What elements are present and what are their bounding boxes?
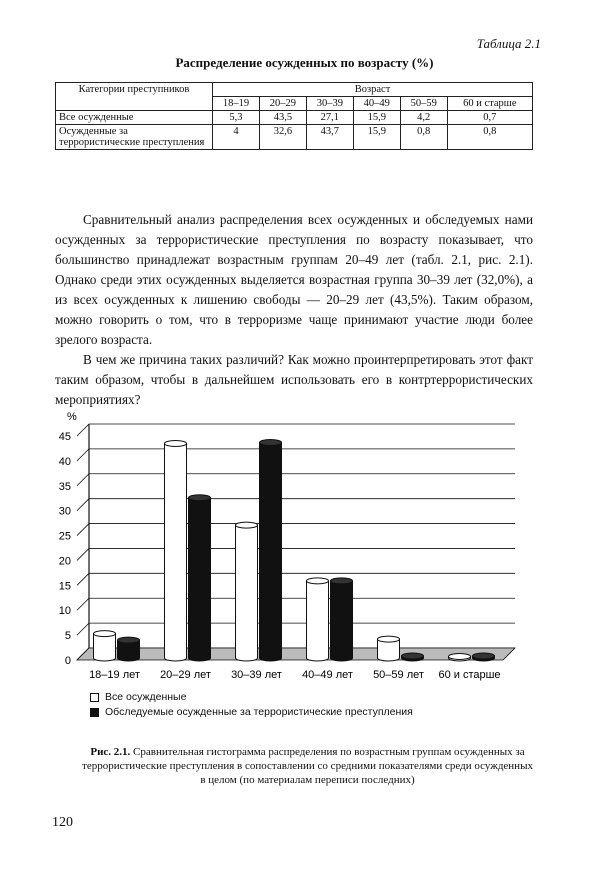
gridline [77, 623, 515, 635]
bar-top [236, 522, 258, 528]
chart-bar [473, 653, 495, 661]
bar-body [331, 581, 353, 661]
bar-top [473, 653, 495, 659]
age-group-header: 30–39 [306, 97, 353, 111]
bar-top [378, 636, 400, 642]
bar-body [94, 634, 116, 661]
table-title: Распределение осужденных по возрасту (%) [175, 55, 434, 70]
chart-bar [236, 522, 258, 661]
chart-bar [189, 495, 211, 661]
y-tick-label: 25 [58, 530, 71, 543]
age-group-header: 60 и старше [447, 97, 532, 111]
x-tick-label: 40–49 лет [302, 669, 353, 681]
legend-label: Обследуемые осужденные за террористические преступления [105, 706, 413, 718]
table-cell: 15,9 [353, 125, 400, 150]
gridline [77, 548, 515, 560]
bar-body [189, 498, 211, 661]
x-tick-label: 20–29 лет [160, 669, 211, 681]
y-axis-label: % [67, 411, 77, 423]
table-cell: 5,3 [213, 111, 260, 125]
bar-body [165, 443, 187, 661]
y-tick-label: 15 [58, 580, 71, 593]
table-label: Таблица 2.1 [476, 36, 541, 51]
chart-bar [94, 631, 116, 661]
bar-body [260, 442, 282, 661]
chart-bar [307, 578, 329, 661]
table-cell: 43,7 [306, 125, 353, 150]
y-tick-label: 40 [58, 455, 71, 468]
bar-top [331, 578, 353, 584]
category-header: Категории преступников [56, 83, 213, 111]
chart-bar [449, 654, 471, 661]
age-group-header: 20–29 [259, 97, 306, 111]
row-category: Все осужденные [56, 111, 213, 125]
caption-prefix: Рис. 2.1. [90, 746, 131, 758]
age-group-header: 40–49 [353, 97, 400, 111]
chart-legend [90, 690, 413, 720]
bar-top [165, 440, 187, 446]
bar-top [189, 495, 211, 501]
bar-top [307, 578, 329, 584]
x-tick-label: 30–39 лет [231, 669, 282, 681]
gridline [77, 524, 515, 536]
table-cell: 4 [213, 125, 260, 150]
table-cell: 15,9 [353, 111, 400, 125]
caption-text: Сравнительная гистограмма распределения по возрастным группам осужденных за террористические преступления в сопоставлении со средними показателями среди осужденных в целом (по материалам переписи последних) [82, 746, 533, 786]
age-header: Возраст [213, 83, 533, 97]
y-tick-label: 20 [58, 555, 71, 568]
chart-bar [118, 637, 140, 661]
chart-bar [165, 440, 187, 661]
table-cell: 0,8 [447, 125, 532, 150]
x-tick-label: 50–59 лет [373, 669, 424, 681]
chart-bar [331, 578, 353, 661]
x-tick-label: 18–19 лет [89, 669, 140, 681]
table-row [56, 125, 533, 150]
legend-item-all [90, 690, 413, 705]
chart-bar [402, 653, 424, 661]
y-tick-label: 30 [58, 505, 71, 518]
legend-item-terror [90, 705, 413, 720]
row-category: Осужденные за террористические преступления [56, 125, 213, 150]
table-row [56, 111, 533, 125]
age-group-header: 18–19 [213, 97, 260, 111]
chart-bar [260, 439, 282, 661]
gridline [77, 449, 515, 461]
bar-body [236, 525, 258, 661]
table-cell: 0,7 [447, 111, 532, 125]
body-text [55, 210, 533, 410]
bar-body [307, 581, 329, 661]
paragraph: В чем же причина таких различий? Как можно проинтерпретировать этот факт таким образом, чтобы в дальнейшем использовать его в контртеррористических мероприятиях? [55, 352, 533, 407]
age-distribution-table [55, 82, 533, 150]
y-tick-label: 10 [58, 605, 71, 618]
y-tick-label: 45 [58, 431, 71, 443]
bar-top [260, 439, 282, 445]
legend-swatch-black [90, 708, 99, 717]
legend-label: Все осужденные [105, 691, 187, 703]
chart-bar [378, 636, 400, 661]
gridline [77, 598, 515, 610]
paragraph: Сравнительный анализ распределения всех осужденных и обследуемых нами осужденных за террористические преступления по возрасту показывает, что большинство принадлежат возрастным группам 20–49 лет (табл. 2.1, рис. 2.1). Однако среди этих осужденных выделяется возрастная группа 30–39 лет (32,0%), а из всех осужденных к лишению свободы — 20–29 лет (43,5%). Таким образом, можно говорить о том, что в терроризме чаще принимают участие люди более зрелого возраста. [55, 212, 533, 347]
x-tick-label: 60 и старше [438, 669, 501, 681]
page-number: 120 [52, 815, 73, 830]
legend-swatch-white [90, 693, 99, 702]
bar-top [94, 631, 116, 637]
y-tick-label: 35 [58, 480, 71, 493]
gridline [77, 499, 515, 511]
gridline [77, 474, 515, 486]
age-comparison-chart [55, 408, 535, 683]
age-group-header: 50–59 [400, 97, 447, 111]
y-tick-label: 5 [64, 630, 71, 643]
gridline [77, 573, 515, 585]
table-cell: 0,8 [400, 125, 447, 150]
table-cell: 43,5 [259, 111, 306, 125]
gridline [77, 424, 515, 436]
bar-top [449, 654, 471, 660]
figure-caption [80, 745, 535, 787]
y-tick-label: 0 [64, 655, 71, 667]
table-cell: 4,2 [400, 111, 447, 125]
bar-top [118, 637, 140, 643]
table-cell: 27,1 [306, 111, 353, 125]
table-cell: 32,6 [259, 125, 306, 150]
bar-top [402, 653, 424, 659]
